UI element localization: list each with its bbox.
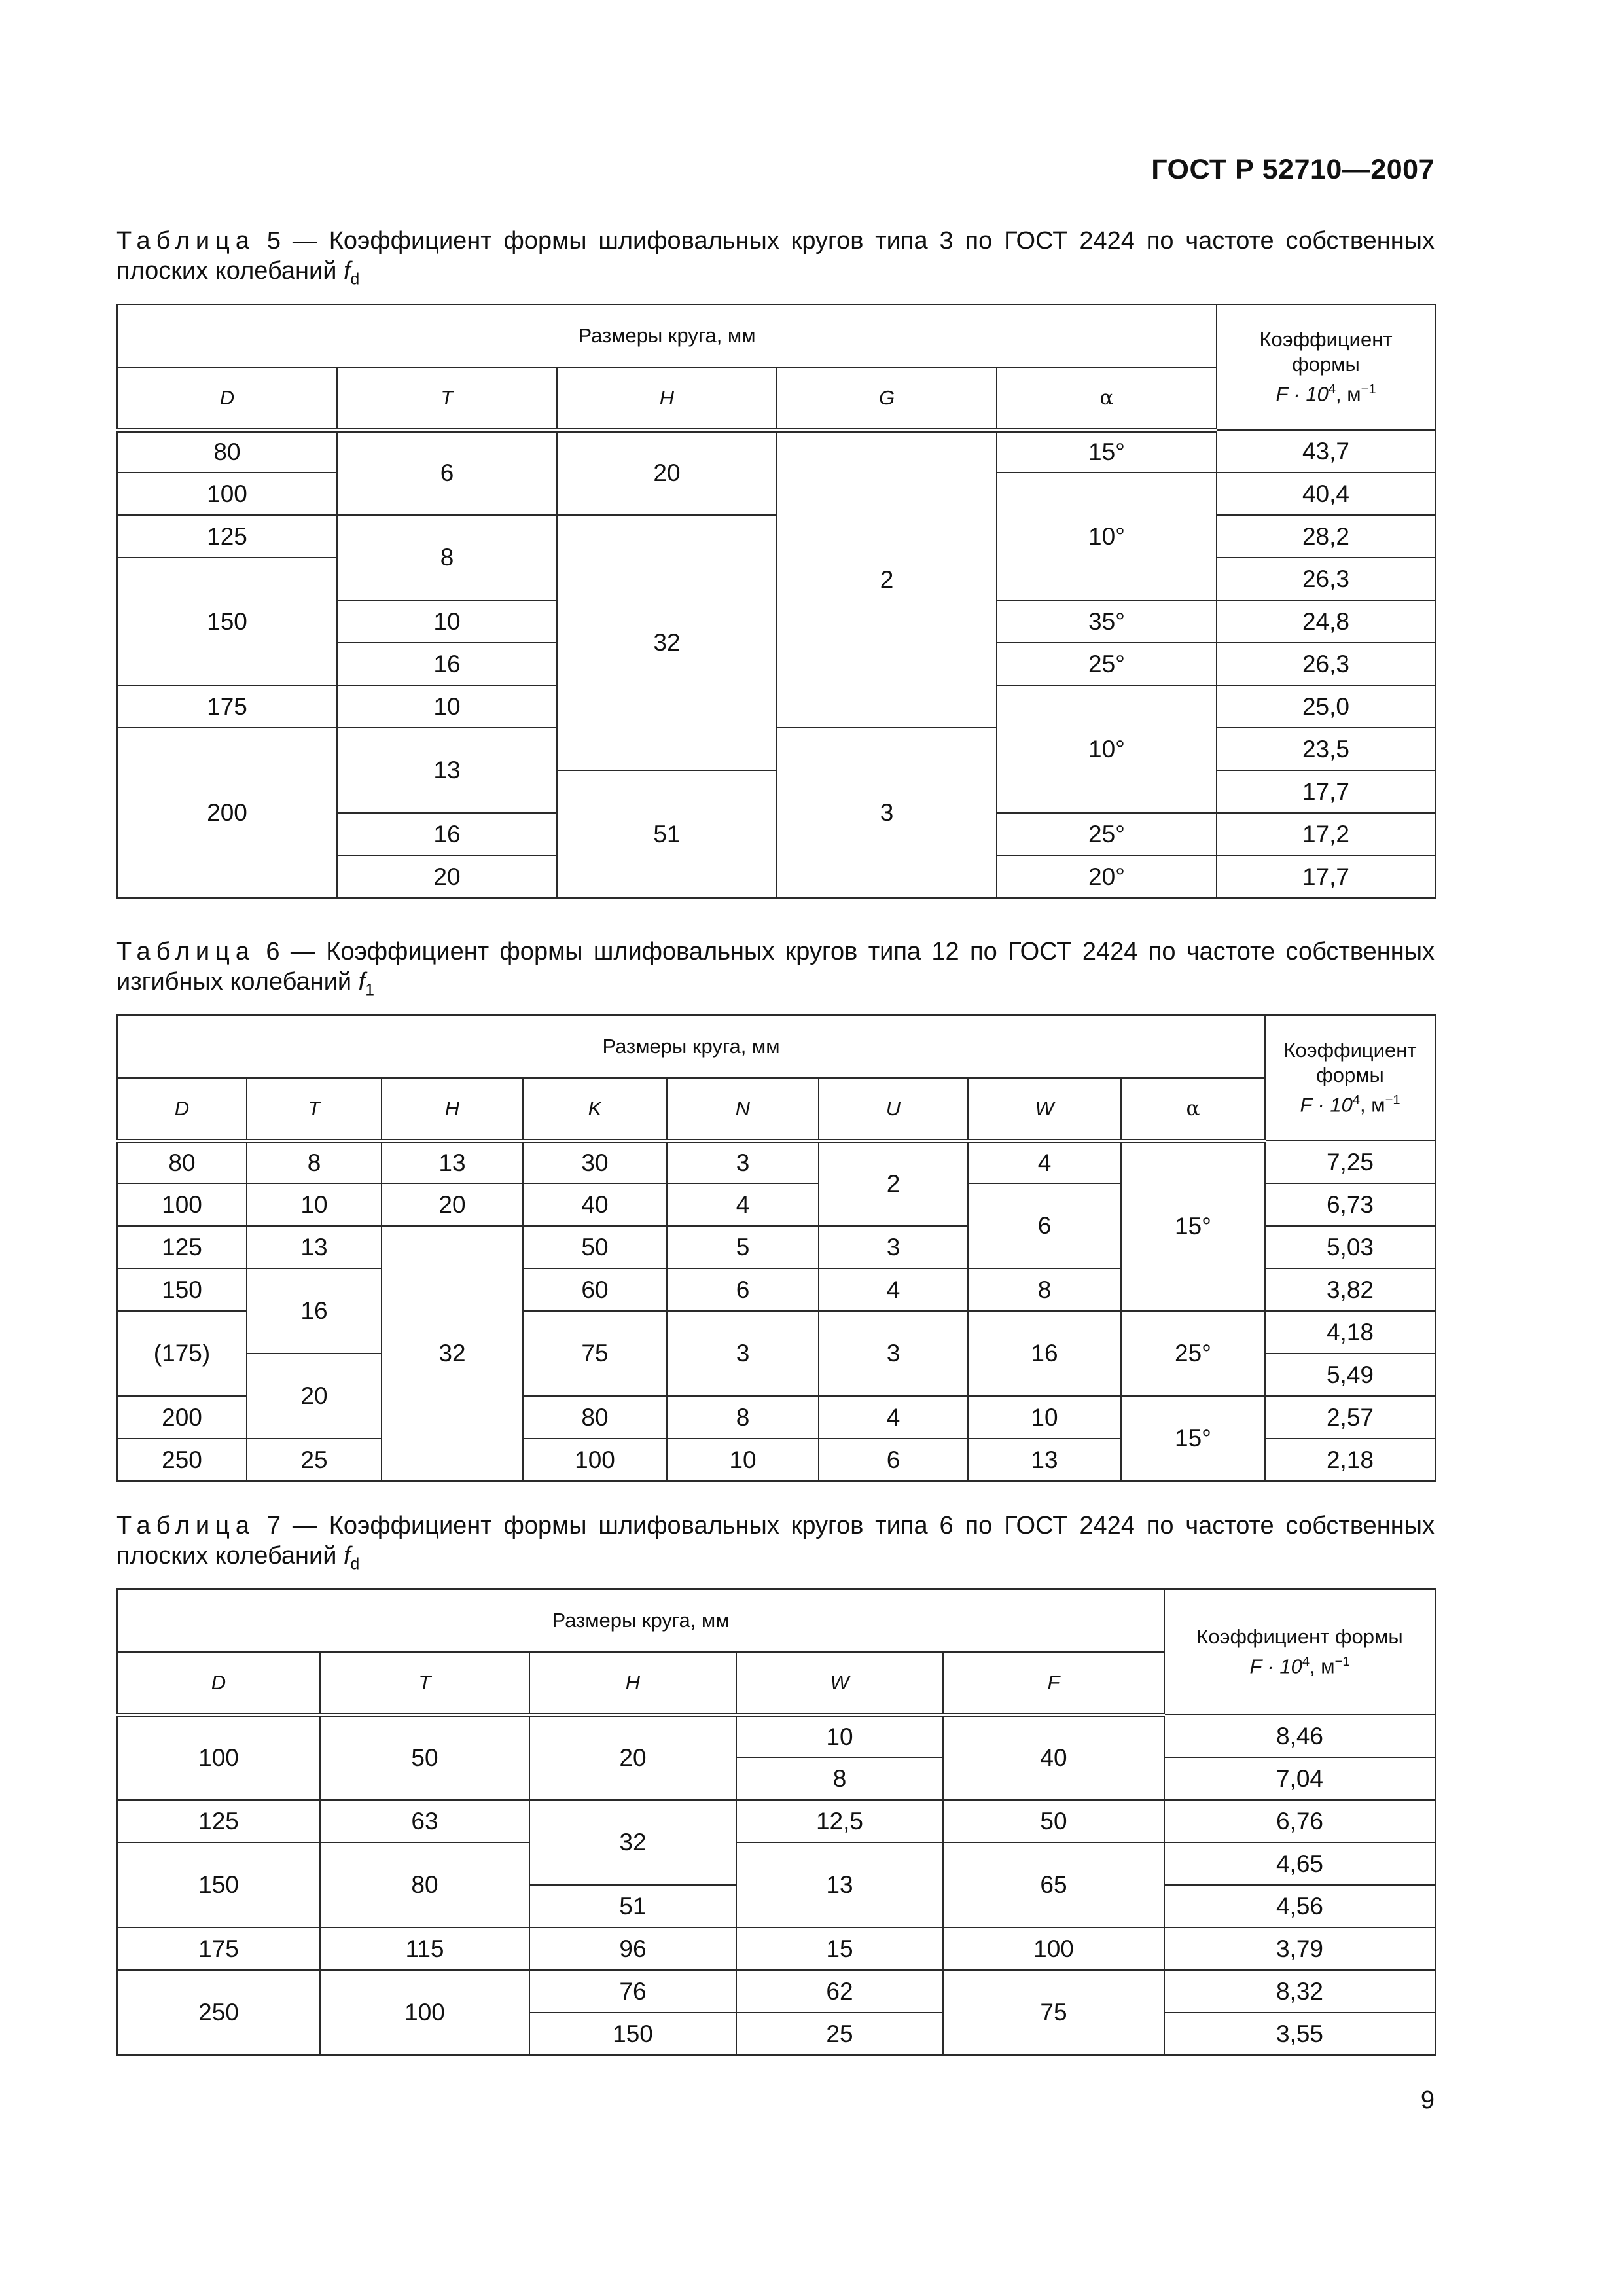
col-header-F: F bbox=[943, 1652, 1164, 1715]
table-cell: 3,82 bbox=[1265, 1268, 1435, 1311]
table-cell: 25 bbox=[247, 1439, 382, 1481]
table-cell: 80 bbox=[320, 1842, 529, 1928]
table-cell: 6,73 bbox=[1265, 1183, 1435, 1226]
col-header-alpha: α bbox=[1121, 1078, 1265, 1141]
table-number: 5 bbox=[266, 227, 281, 255]
col-header-D: D bbox=[117, 367, 337, 430]
table-cell: 40 bbox=[523, 1183, 667, 1226]
col-header-T: T bbox=[247, 1078, 382, 1141]
table-cell: 30 bbox=[523, 1141, 667, 1183]
table-cell: 8 bbox=[247, 1141, 382, 1183]
table-cell: 200 bbox=[117, 728, 337, 898]
table-cell: 10 bbox=[247, 1183, 382, 1226]
table-cell: 3 bbox=[819, 1226, 968, 1268]
table-7 bbox=[116, 1588, 1436, 2056]
table-cell: 13 bbox=[736, 1842, 943, 1928]
table-cell: 17,2 bbox=[1217, 813, 1435, 855]
coef-header: Коэффициент формы $F \cdot 10^4$, $м^{-1}$ bbox=[1164, 1589, 1435, 1715]
table-cell: 75 bbox=[943, 1970, 1164, 2055]
table-cell: 8 bbox=[968, 1268, 1121, 1311]
table-cell: 125 bbox=[117, 1800, 320, 1842]
table-cell: 13 bbox=[337, 728, 557, 813]
table-cell: 13 bbox=[382, 1141, 523, 1183]
table-cell: 10 bbox=[667, 1439, 819, 1481]
table-cell: 24,8 bbox=[1217, 600, 1435, 643]
table-cell: 23,5 bbox=[1217, 728, 1435, 770]
col-header-K: K bbox=[523, 1078, 667, 1141]
group-header: Размеры круга, мм bbox=[117, 1589, 1164, 1652]
table-cell: 15 bbox=[736, 1928, 943, 1970]
table-cell: 35° bbox=[997, 600, 1217, 643]
table-cell: 125 bbox=[117, 515, 337, 558]
table-5-caption bbox=[116, 226, 1435, 295]
col-header-D: D bbox=[117, 1078, 247, 1141]
table-cell: 40,4 bbox=[1217, 473, 1435, 515]
table-cell: 62 bbox=[736, 1970, 943, 2013]
table-cell: 17,7 bbox=[1217, 770, 1435, 813]
table-cell: 50 bbox=[943, 1800, 1164, 1842]
table-cell: 250 bbox=[117, 1970, 320, 2055]
table-cell: 43,7 bbox=[1217, 430, 1435, 473]
table-cell: 32 bbox=[529, 1800, 736, 1885]
table-6 bbox=[116, 1014, 1436, 1482]
table-cell: 3 bbox=[667, 1311, 819, 1396]
table-cell: 3,79 bbox=[1164, 1928, 1435, 1970]
caption-text: — Коэффициент формы шлифовальных кругов типа 3 по ГОСТ 2424 по частоте собственных плоских колебаний bbox=[116, 227, 1435, 285]
table-cell: 51 bbox=[529, 1885, 736, 1928]
table-cell: 13 bbox=[968, 1439, 1121, 1481]
caption-text: — Коэффициент формы шлифовальных кругов типа 6 по ГОСТ 2424 по частоте собственных плоских колебаний bbox=[116, 1512, 1435, 1570]
table-cell: 60 bbox=[523, 1268, 667, 1311]
table-cell: 8 bbox=[667, 1396, 819, 1439]
table-cell: 13 bbox=[247, 1226, 382, 1268]
table-cell: 10 bbox=[968, 1396, 1121, 1439]
col-header-T: T bbox=[337, 367, 557, 430]
table-cell: 25° bbox=[997, 643, 1217, 685]
col-header-D: D bbox=[117, 1652, 320, 1715]
table-cell: 96 bbox=[529, 1928, 736, 1970]
table-cell: 25,0 bbox=[1217, 685, 1435, 728]
table-cell: 20° bbox=[997, 855, 1217, 898]
table-cell: 100 bbox=[943, 1928, 1164, 1970]
table-cell: 4 bbox=[667, 1183, 819, 1226]
table-cell: 6 bbox=[667, 1268, 819, 1311]
table-cell: 4 bbox=[968, 1141, 1121, 1183]
table-cell: 3,55 bbox=[1164, 2013, 1435, 2055]
table-cell: 6 bbox=[337, 430, 557, 515]
document-header: ГОСТ Р 52710—2007 bbox=[1151, 154, 1435, 185]
table-cell: 51 bbox=[557, 770, 777, 898]
col-header-H: H bbox=[557, 367, 777, 430]
table-word: Таблица bbox=[116, 938, 255, 965]
table-cell: 8,32 bbox=[1164, 1970, 1435, 2013]
col-header-N: N bbox=[667, 1078, 819, 1141]
table-cell: 6,76 bbox=[1164, 1800, 1435, 1842]
table-cell: 16 bbox=[247, 1268, 382, 1354]
col-header-H: H bbox=[529, 1652, 736, 1715]
table-cell: 8 bbox=[337, 515, 557, 600]
table-cell: 28,2 bbox=[1217, 515, 1435, 558]
table-cell: 150 bbox=[117, 558, 337, 685]
table-cell: 76 bbox=[529, 1970, 736, 2013]
coef-header: Коэффициент формы $F \cdot 10^4$, $м^{-1}$ bbox=[1265, 1015, 1435, 1141]
table-cell: 100 bbox=[117, 473, 337, 515]
table-cell: 7,25 bbox=[1265, 1141, 1435, 1183]
table-cell: 12,5 bbox=[736, 1800, 943, 1842]
table-cell: 15° bbox=[997, 430, 1217, 473]
col-header-T: T bbox=[320, 1652, 529, 1715]
table-cell: 5,03 bbox=[1265, 1226, 1435, 1268]
table-cell: 80 bbox=[117, 1141, 247, 1183]
table-cell: 2,57 bbox=[1265, 1396, 1435, 1439]
table-cell: 80 bbox=[117, 430, 337, 473]
table-cell: 3 bbox=[667, 1141, 819, 1183]
table-cell: (175) bbox=[117, 1311, 247, 1396]
table-cell: 3 bbox=[777, 728, 997, 898]
table-cell: 80 bbox=[523, 1396, 667, 1439]
table-cell: 175 bbox=[117, 1928, 320, 1970]
table-cell: 20 bbox=[529, 1715, 736, 1800]
table-cell: 4,18 bbox=[1265, 1311, 1435, 1354]
table-cell: 10 bbox=[337, 600, 557, 643]
table-cell: 115 bbox=[320, 1928, 529, 1970]
caption-sub: d bbox=[350, 270, 360, 289]
table-cell: 15° bbox=[1121, 1396, 1265, 1481]
col-header-U: U bbox=[819, 1078, 968, 1141]
table-7-caption bbox=[116, 1511, 1435, 1580]
table-cell: 65 bbox=[943, 1842, 1164, 1928]
table-cell: 16 bbox=[337, 643, 557, 685]
col-header-alpha: α bbox=[997, 367, 1217, 430]
caption-var: f bbox=[358, 968, 366, 996]
table-cell: 250 bbox=[117, 1439, 247, 1481]
col-header-H: H bbox=[382, 1078, 523, 1141]
table-cell: 25° bbox=[1121, 1311, 1265, 1396]
coef-header: Коэффициент формы $F \cdot 10^4$, $м^{-1}$ bbox=[1217, 304, 1435, 430]
table-cell: 25° bbox=[997, 813, 1217, 855]
table-cell: 50 bbox=[523, 1226, 667, 1268]
caption-sub: 1 bbox=[365, 981, 374, 999]
group-header: Размеры круга, мм bbox=[117, 1015, 1265, 1078]
col-header-G: G bbox=[777, 367, 997, 430]
table-cell: 150 bbox=[529, 2013, 736, 2055]
table-word: Таблица bbox=[116, 1512, 255, 1539]
col-header-W: W bbox=[968, 1078, 1121, 1141]
caption-var: f bbox=[343, 1542, 351, 1570]
table-cell: 200 bbox=[117, 1396, 247, 1439]
table-cell: 2 bbox=[819, 1141, 968, 1226]
table-cell: 26,3 bbox=[1217, 643, 1435, 685]
table-number: 7 bbox=[266, 1512, 281, 1539]
table-cell: 150 bbox=[117, 1268, 247, 1311]
table-6-caption bbox=[116, 937, 1435, 1006]
table-cell: 8 bbox=[736, 1757, 943, 1800]
table-cell: 100 bbox=[117, 1183, 247, 1226]
table-cell: 3 bbox=[819, 1311, 968, 1396]
table-cell: 17,7 bbox=[1217, 855, 1435, 898]
table-cell: 2,18 bbox=[1265, 1439, 1435, 1481]
table-cell: 175 bbox=[117, 685, 337, 728]
group-header: Размеры круга, мм bbox=[117, 304, 1217, 367]
page-number: 9 bbox=[1420, 2087, 1435, 2114]
table-number: 6 bbox=[266, 938, 280, 965]
table-cell: 40 bbox=[943, 1715, 1164, 1800]
table-cell: 5,49 bbox=[1265, 1354, 1435, 1396]
table-cell: 26,3 bbox=[1217, 558, 1435, 600]
table-cell: 6 bbox=[819, 1439, 968, 1481]
table-cell: 32 bbox=[382, 1226, 523, 1481]
table-cell: 20 bbox=[557, 430, 777, 515]
table-cell: 8,46 bbox=[1164, 1715, 1435, 1757]
caption-text: — Коэффициент формы шлифовальных кругов типа 12 по ГОСТ 2424 по частоте собственных изгибных колебаний bbox=[116, 938, 1435, 996]
table-word: Таблица bbox=[116, 227, 255, 255]
table-cell: 10° bbox=[997, 685, 1217, 813]
table-cell: 100 bbox=[320, 1970, 529, 2055]
table-cell: 63 bbox=[320, 1800, 529, 1842]
table-cell: 125 bbox=[117, 1226, 247, 1268]
table-cell: 25 bbox=[736, 2013, 943, 2055]
table-cell: 50 bbox=[320, 1715, 529, 1800]
table-cell: 100 bbox=[523, 1439, 667, 1481]
caption-sub: d bbox=[350, 1555, 360, 1573]
table-cell: 75 bbox=[523, 1311, 667, 1396]
table-cell: 4,65 bbox=[1164, 1842, 1435, 1885]
table-cell: 15° bbox=[1121, 1141, 1265, 1311]
table-cell: 16 bbox=[337, 813, 557, 855]
table-cell: 5 bbox=[667, 1226, 819, 1268]
table-cell: 4,56 bbox=[1164, 1885, 1435, 1928]
table-cell: 150 bbox=[117, 1842, 320, 1928]
col-header-W: W bbox=[736, 1652, 943, 1715]
table-5 bbox=[116, 304, 1436, 899]
table-cell: 10 bbox=[736, 1715, 943, 1757]
table-cell: 32 bbox=[557, 515, 777, 770]
table-cell: 20 bbox=[337, 855, 557, 898]
table-cell: 4 bbox=[819, 1268, 968, 1311]
table-cell: 100 bbox=[117, 1715, 320, 1800]
table-cell: 7,04 bbox=[1164, 1757, 1435, 1800]
table-cell: 10 bbox=[337, 685, 557, 728]
table-cell: 6 bbox=[968, 1183, 1121, 1268]
table-cell: 20 bbox=[247, 1354, 382, 1439]
table-cell: 20 bbox=[382, 1183, 523, 1226]
table-cell: 2 bbox=[777, 430, 997, 728]
table-cell: 10° bbox=[997, 473, 1217, 600]
table-cell: 16 bbox=[968, 1311, 1121, 1396]
table-cell: 4 bbox=[819, 1396, 968, 1439]
caption-var: f bbox=[343, 257, 351, 285]
